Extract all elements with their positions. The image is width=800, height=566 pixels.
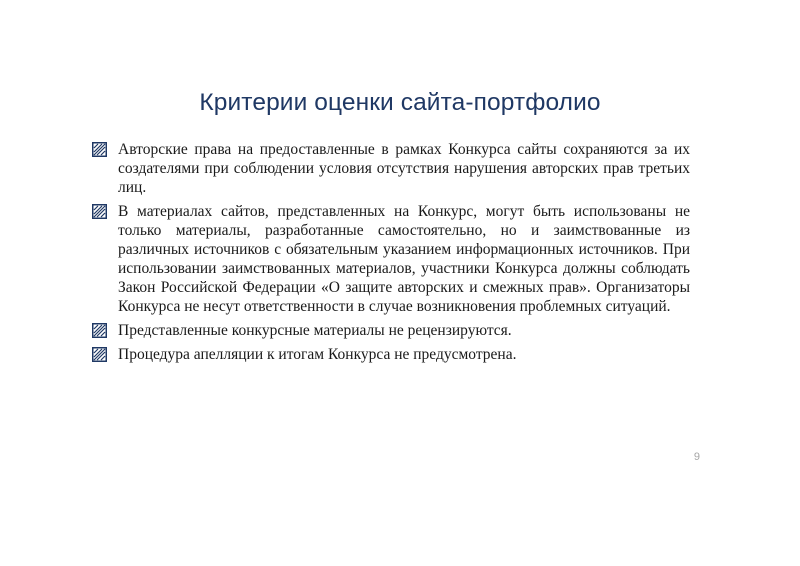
- list-item: [92, 140, 690, 197]
- hatched-square-icon: [92, 347, 107, 362]
- bullet-text: Процедура апелляции к итогам Конкурса не предусмотрена.: [118, 346, 517, 363]
- page-number: 9: [693, 451, 700, 463]
- list-item: [92, 345, 690, 364]
- list-item: [92, 321, 690, 340]
- slide-title: Критерии оценки сайта-портфолио: [199, 89, 601, 116]
- list-item: [92, 202, 690, 316]
- hatched-square-icon: [92, 204, 107, 219]
- bullet-list: [92, 140, 690, 369]
- bullet-text: В материалах сайтов, представленных на Конкурс, могут быть использованы не только материалы, разработанные самостоятельно, но и заимствованные из различных источников с обязательным указанием информационных источников. При использовании заимствованных материалов, участники Конкурса должны соблюдать Закон Российской Федерации «О защите авторских и смежных прав». Организаторы Конкурса не несут ответственности в случае возникновения проблемных ситуаций.: [118, 203, 690, 315]
- bullet-text: Представленные конкурсные материалы не рецензируются.: [118, 322, 512, 339]
- hatched-square-icon: [92, 323, 107, 338]
- bullet-text: Авторские права на предоставленные в рамках Конкурса сайты сохраняются за их создателями при соблюдении условия отсутствия нарушения авторских прав третьих лиц.: [118, 141, 690, 196]
- hatched-square-icon: [92, 142, 107, 157]
